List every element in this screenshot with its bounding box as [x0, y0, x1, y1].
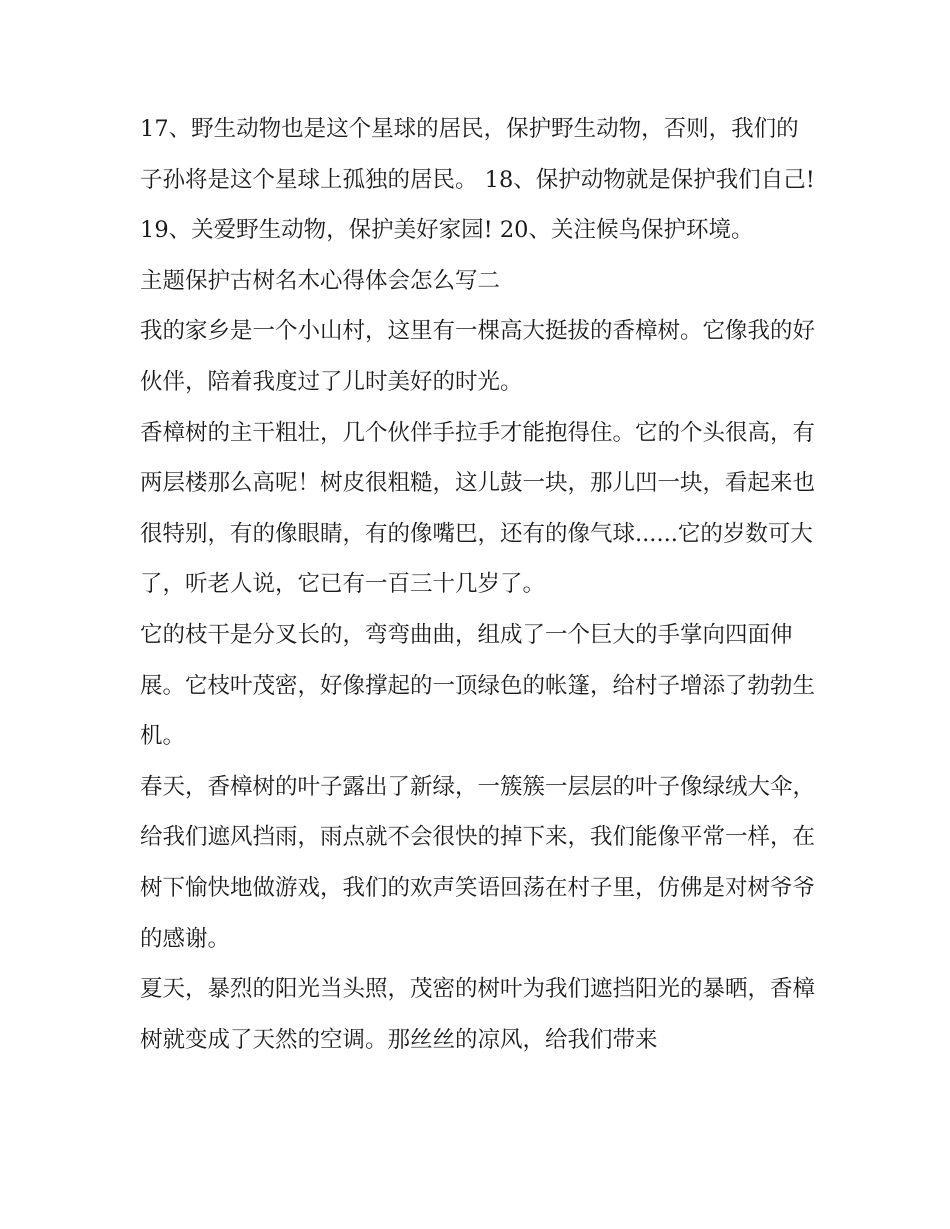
paragraph-slogans-17-18: 17、野生动物也是这个星球的居民，保护野生动物，否则，我们的子孙将是这个星球上孤独的居民。 18、保护动物就是保护我们自己!	[140, 116, 815, 193]
paragraph-slogans-19-20: 19、关爱野生动物，保护美好家园! 20、关注候鸟保护环境。	[140, 217, 754, 244]
paragraph-spring: 春天，香樟树的叶子露出了新绿，一簇簇一层层的叶子像绿绒大伞，给我们遮风挡雨，雨点就不会很快的掉下来，我们能像平常一样，在树下愉快地做游戏，我们的欢声笑语回荡在村子里，仿佛是对树爷爷的感谢。	[140, 773, 816, 952]
paragraph-summer: 夏天，暴烈的阳光当头照，茂密的树叶为我们遮挡阳光的暴晒，香樟树就变成了天然的空调。那丝丝的凉风，给我们带来	[140, 976, 816, 1053]
section-heading: 主题保护古树名木心得体会怎么写二	[140, 267, 501, 294]
paragraph-trunk: 香樟树的主干粗壮，几个伙伴手拉手才能抱得住。它的个头很高，有两层楼那么高呢！树皮很粗糙，这儿鼓一块，那儿凹一块，看起来也很特别，有的像眼睛，有的像嘴巴，还有的像气球......它的岁数可大了，听老人说，它已有一百三十几岁了。	[140, 419, 816, 598]
paragraph-intro: 我的家乡是一个小山村，这里有一棵高大挺拔的香樟树。它像我的好伙伴，陪着我度过了儿时美好的时光。	[140, 318, 816, 395]
paragraph-branches: 它的枝干是分叉长的，弯弯曲曲，组成了一个巨大的手掌向四面伸展。它枝叶茂密，好像撑起的一顶绿色的帐篷，给村子增添了勃勃生机。	[140, 621, 816, 750]
document-body	[140, 104, 820, 1065]
